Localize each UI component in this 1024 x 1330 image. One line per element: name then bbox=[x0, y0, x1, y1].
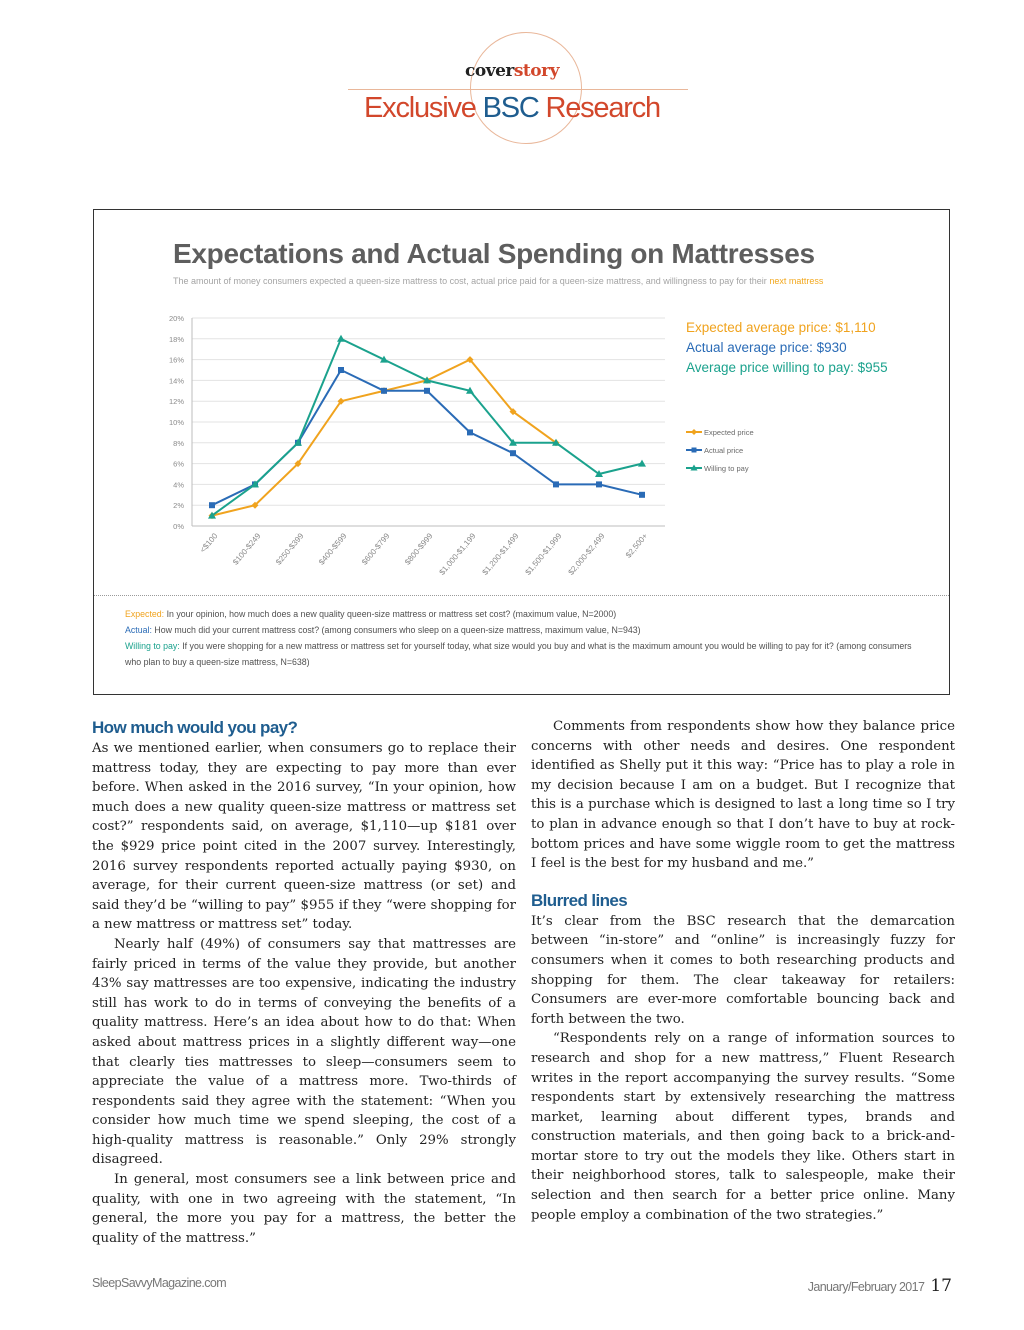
actual-average-price: Actual average price: $930 bbox=[686, 340, 847, 355]
y-tick-label: 16% bbox=[168, 355, 184, 365]
page-header bbox=[0, 0, 1024, 160]
heading-blurred-lines: Blurred lines bbox=[531, 890, 628, 910]
footer-site: SleepSavvyMagazine.com bbox=[92, 1276, 227, 1290]
cover-story-kicker: coverstory bbox=[465, 61, 559, 81]
y-tick-label: 8% bbox=[173, 438, 184, 448]
page-number: 17 bbox=[930, 1276, 952, 1296]
notes-divider bbox=[94, 595, 949, 596]
x-tick-label: $250-$399 bbox=[274, 531, 306, 567]
chart-title: Expectations and Actual Spending on Mattresses bbox=[173, 238, 815, 269]
paragraph: “Respondents rely on a range of information sources to research and shop for a new mattress,” Fluent Research writes in the report accompanying the survey results. “Some respondents start by extensively researching the mattress market, learning about different types, brands and construction materials, and then going back to a brick-and-mortar store to try out the models they like. Others start in their neighborhood stores, talk to salespeople, make their selection and then search for a better price online. Many people employ a combination of the two strategies.” bbox=[531, 1031, 955, 1223]
x-tick-label: <$100 bbox=[198, 531, 220, 555]
actual-price-point bbox=[596, 481, 602, 487]
note-expected: Expected: In your opinion, how much does a new quality queen-size mattress or mattress set cost? (maximum value, N=2000) bbox=[125, 609, 617, 619]
y-tick-label: 6% bbox=[173, 459, 184, 469]
x-tick-label: $2,500+ bbox=[623, 531, 650, 560]
heading-how-much-would-you-pay: How much would you pay? bbox=[92, 718, 298, 737]
article-left-column bbox=[92, 717, 516, 1248]
x-tick-label: $1,000-$1,199 bbox=[437, 531, 478, 577]
legend-label-actual-price: Actual price bbox=[704, 446, 744, 455]
willing-average-price: Average price willing to pay: $955 bbox=[686, 360, 888, 375]
y-tick-label: 4% bbox=[173, 480, 184, 490]
paragraph: Nearly half (49%) of consumers say that mattresses are fairly priced in terms of the value they provide, but another 43% say mattresses are too expensive, indicating the industry still has work to do in terms of conveying the benefits of a quality mattress. Here’s an idea about how to do that: When asked about mattress prices in a slightly different way—one that clearly ties mattresses to sleep—consumers seem to appreciate the value of a mattress more. Two-thirds of respondents said they agree with the statement: “When you consider how much time we spend sleeping, the cost of a high-quality mattress is reasonable.” Only 29% strongly disagreed. bbox=[92, 936, 516, 1168]
price-summary bbox=[686, 318, 888, 378]
legend-label-expected-price: Expected price bbox=[704, 428, 754, 437]
chart-figure bbox=[93, 209, 950, 695]
willing-to-pay-point bbox=[337, 335, 345, 342]
actual-price-point bbox=[381, 388, 387, 394]
header-circle-ornament bbox=[470, 32, 582, 144]
actual-price-point bbox=[639, 492, 645, 498]
legend-marker-expected-price bbox=[691, 429, 697, 435]
x-tick-label: $600-$799 bbox=[360, 531, 392, 567]
x-tick-label: $2,000-$2,499 bbox=[566, 531, 607, 577]
legend-label-willing-to-pay: Willing to pay bbox=[704, 464, 749, 473]
y-tick-label: 2% bbox=[173, 501, 184, 511]
y-tick-label: 18% bbox=[168, 334, 184, 344]
x-tick-label: $1,200-$1,499 bbox=[480, 531, 521, 577]
y-tick-label: 12% bbox=[168, 397, 184, 407]
footer-issue: January/February 2017 17 bbox=[807, 1276, 952, 1296]
x-tick-label: $1,500-$1,999 bbox=[523, 531, 564, 577]
section-title: Exclusive BSC Research bbox=[364, 92, 660, 124]
actual-price-point bbox=[424, 388, 430, 394]
actual-price-point bbox=[553, 481, 559, 487]
note-actual: Actual: How much did your current mattress cost? (among consumers who sleep on a queen-size mattress, maximum value, N=943) bbox=[125, 625, 641, 635]
actual-price-point bbox=[467, 429, 473, 435]
actual-price-point bbox=[338, 367, 344, 373]
willing-to-pay-line bbox=[212, 339, 642, 516]
chart-subtitle: The amount of money consumers expected a queen-size mattress to cost, actual price paid for a queen-size mattress, and willingness to pay for their next mattress bbox=[173, 276, 824, 286]
y-tick-label: 20% bbox=[168, 314, 184, 323]
x-tick-label: $800-$999 bbox=[403, 531, 435, 567]
actual-price-point bbox=[510, 450, 516, 456]
paragraph: Comments from respondents show how they balance price concerns with other needs and desires. One respondent identified as Shelly put it this way: “Price has to play a role in my decision because I am on a budget. But I recognize that this is a purchase which is designed to last a long time so I try to plan in advance enough so that I don’t have to buy at rock-bottom prices and have some wiggle room to get the mattress I feel is the best for my husband and me.” bbox=[531, 719, 955, 872]
header-rule bbox=[348, 89, 688, 90]
x-tick-label: $400-$599 bbox=[317, 531, 349, 567]
y-tick-label: 0% bbox=[173, 522, 184, 531]
paragraph: In general, most consumers see a link between price and quality, with one in two agreeing with the statement, “In general, the more you pay for a mattress, the better the quality of the mattress.” bbox=[92, 1172, 516, 1246]
expected-average-price: Expected average price: $1,110 bbox=[686, 320, 876, 335]
article-right-column bbox=[531, 717, 955, 1225]
actual-price-point bbox=[209, 502, 215, 508]
survey-notes bbox=[125, 606, 925, 670]
x-tick-label: $100-$249 bbox=[231, 531, 263, 567]
y-tick-label: 10% bbox=[168, 418, 184, 427]
paragraph: As we mentioned earlier, when consumers go to replace their mattress today, they are expecting to pay more than ever before. When asked in the 2016 survey, “In your opinion, how much does a new quality queen-size mattress or mattress set cost?” respondents said, on average, $1,110—up $181 over the $929 price point cited in the 2007 survey. Interestingly, 2016 survey respondents reported actually paying $930, on average, for their current queen-size mattress (or set) and said they’d be “willing to pay” $955 if they “were shopping for a new mattress or mattress set” today. bbox=[92, 741, 516, 933]
expected-price-line bbox=[212, 360, 556, 516]
note-willing: Willing to pay: If you were shopping for a new mattress or mattress set for yourself today, what size would you buy and what is the maximum amount you would be willing to pay for it? (among consumers who plan to buy a queen-size mattress, N=638) bbox=[125, 641, 912, 667]
legend-marker-actual-price bbox=[692, 448, 697, 453]
paragraph: It’s clear from the BSC research that the demarcation between “in-store” and “online” is increasingly fuzzy for consumers when it comes to both researching products and shopping for them. The clear takeaway for retailers: Consumers are ever-more comfortable bouncing back and forth between the two. bbox=[531, 913, 955, 1027]
y-tick-label: 14% bbox=[168, 376, 184, 386]
